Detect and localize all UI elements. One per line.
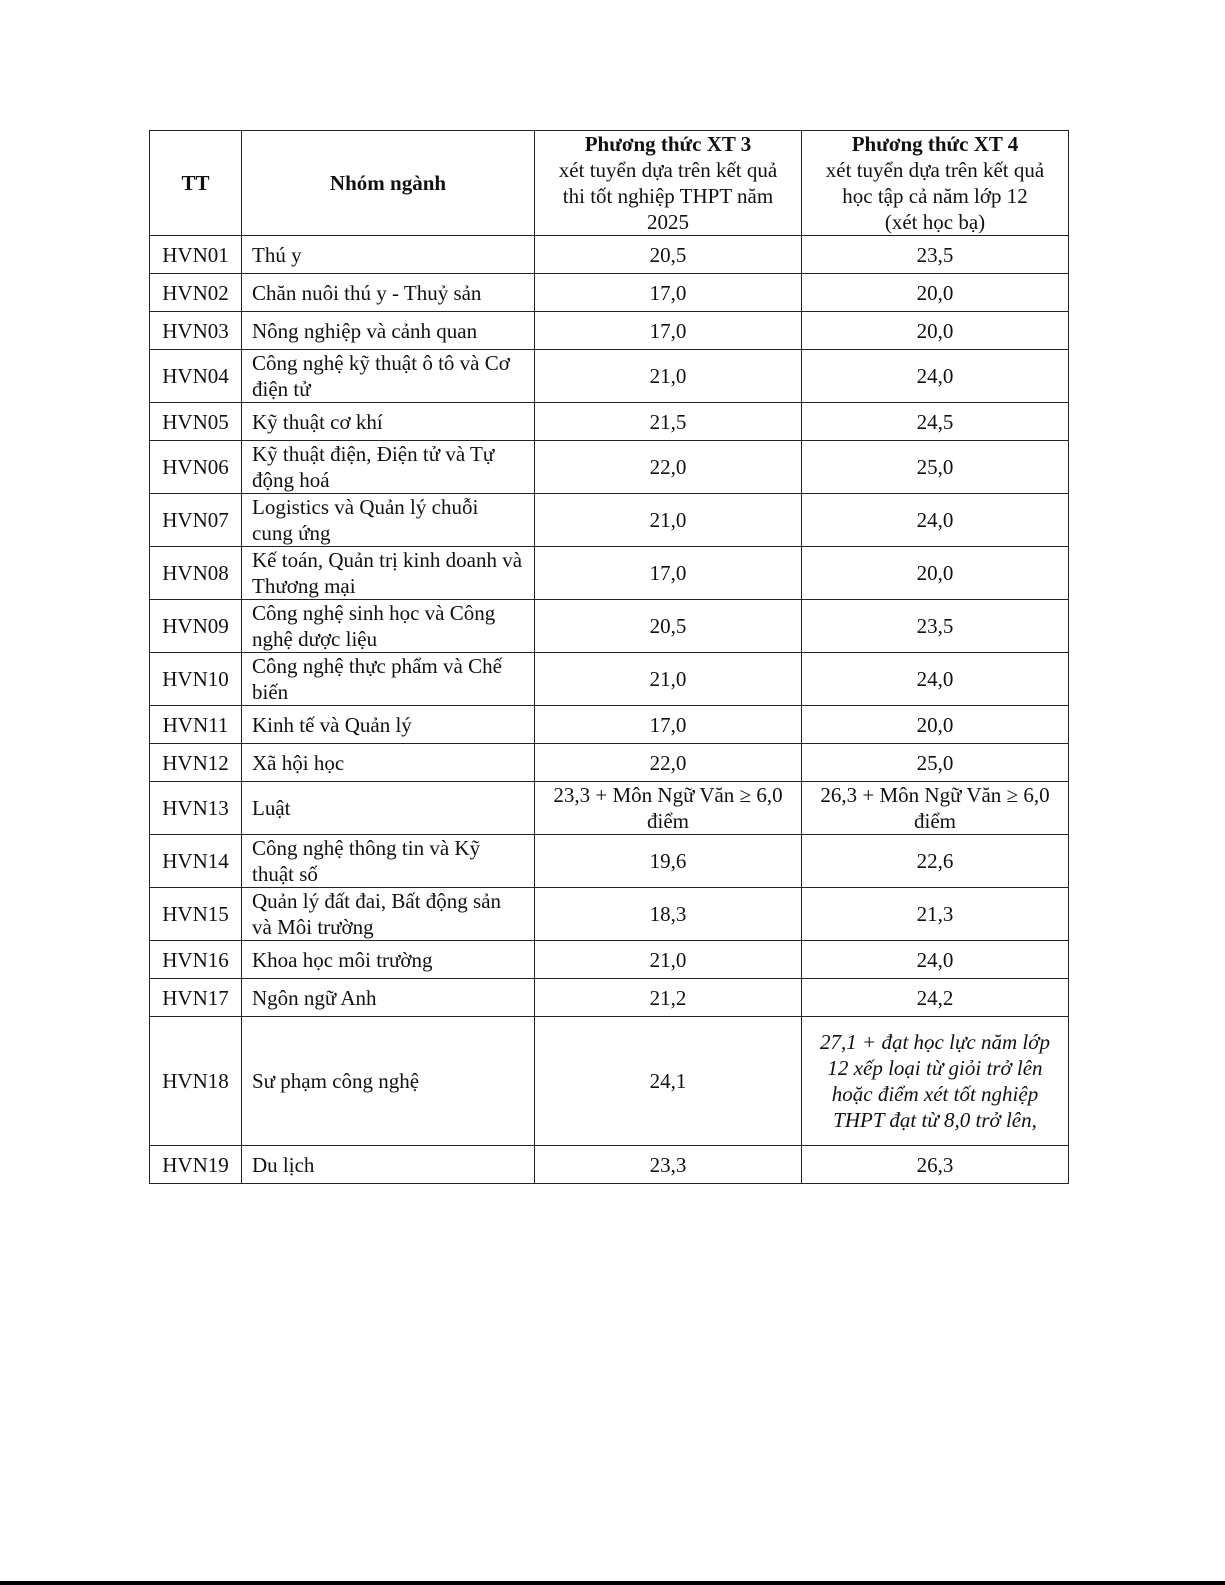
row-major-group: Logistics và Quản lý chuỗi cung ứng — [242, 494, 535, 547]
table-row — [150, 744, 1069, 782]
table-row — [150, 706, 1069, 744]
row-score-method-3: 17,0 — [535, 547, 802, 600]
header-tt: TT — [150, 131, 242, 236]
row-code: HVN12 — [150, 744, 242, 782]
row-code: HVN07 — [150, 494, 242, 547]
row-code: HVN03 — [150, 312, 242, 350]
row-score-method-4: 26,3 — [802, 1146, 1069, 1184]
table-row — [150, 312, 1069, 350]
table-row — [150, 494, 1069, 547]
row-major-group: Khoa học môi trường — [242, 941, 535, 979]
row-score-method-3: 17,0 — [535, 312, 802, 350]
row-score-method-3: 22,0 — [535, 744, 802, 782]
row-score-method-4: 24,0 — [802, 653, 1069, 706]
table-row — [150, 547, 1069, 600]
row-score-method-4: 22,6 — [802, 835, 1069, 888]
row-code: HVN01 — [150, 236, 242, 274]
row-score-method-4: 20,0 — [802, 706, 1069, 744]
row-major-group: Công nghệ thông tin và Kỹ thuật số — [242, 835, 535, 888]
row-code: HVN08 — [150, 547, 242, 600]
table-row — [150, 600, 1069, 653]
table-row — [150, 350, 1069, 403]
table-header-row — [150, 131, 1069, 236]
row-code: HVN05 — [150, 403, 242, 441]
row-score-method-4: 24,0 — [802, 494, 1069, 547]
table-row — [150, 941, 1069, 979]
row-major-group: Kỹ thuật cơ khí — [242, 403, 535, 441]
table-row — [150, 1017, 1069, 1146]
admission-score-table — [149, 130, 1069, 1184]
row-score-method-3: 22,0 — [535, 441, 802, 494]
row-score-method-3: 21,0 — [535, 653, 802, 706]
row-score-method-4: 27,1 + đạt học lực năm lớp 12 xếp loại từ giỏi trở lên hoặc điểm xét tốt nghiệp THPT đạt từ 8,0 trở lên, — [802, 1017, 1069, 1146]
row-score-method-3: 17,0 — [535, 274, 802, 312]
row-major-group: Công nghệ sinh học và Công nghệ dược liệu — [242, 600, 535, 653]
row-score-method-4: 20,0 — [802, 547, 1069, 600]
row-code: HVN17 — [150, 979, 242, 1017]
row-code: HVN06 — [150, 441, 242, 494]
row-score-method-4: 20,0 — [802, 274, 1069, 312]
row-score-method-3: 17,0 — [535, 706, 802, 744]
row-score-method-3: 18,3 — [535, 888, 802, 941]
row-score-method-3: 23,3 + Môn Ngữ Văn ≥ 6,0 điểm — [535, 782, 802, 835]
row-major-group: Ngôn ngữ Anh — [242, 979, 535, 1017]
table-row — [150, 782, 1069, 835]
row-score-method-4: 20,0 — [802, 312, 1069, 350]
row-major-group: Nông nghiệp và cảnh quan — [242, 312, 535, 350]
row-score-method-3: 20,5 — [535, 236, 802, 274]
table-row — [150, 403, 1069, 441]
table-row — [150, 979, 1069, 1017]
row-score-method-3: 21,0 — [535, 941, 802, 979]
row-score-method-4: 23,5 — [802, 600, 1069, 653]
row-score-method-4: 24,5 — [802, 403, 1069, 441]
row-major-group: Công nghệ kỹ thuật ô tô và Cơ điện tử — [242, 350, 535, 403]
table-row — [150, 274, 1069, 312]
table-row — [150, 1146, 1069, 1184]
row-major-group: Du lịch — [242, 1146, 535, 1184]
header-name: Nhóm ngành — [242, 131, 535, 236]
row-score-method-3: 19,6 — [535, 835, 802, 888]
row-major-group: Công nghệ thực phẩm và Chế biến — [242, 653, 535, 706]
row-code: HVN02 — [150, 274, 242, 312]
row-major-group: Sư phạm công nghệ — [242, 1017, 535, 1146]
table-row — [150, 653, 1069, 706]
table-row — [150, 236, 1069, 274]
row-score-method-3: 21,5 — [535, 403, 802, 441]
row-score-method-3: 20,5 — [535, 600, 802, 653]
row-code: HVN19 — [150, 1146, 242, 1184]
row-score-method-3: 23,3 — [535, 1146, 802, 1184]
row-code: HVN09 — [150, 600, 242, 653]
row-score-method-4: 25,0 — [802, 441, 1069, 494]
row-major-group: Kỹ thuật điện, Điện tử và Tự động hoá — [242, 441, 535, 494]
table-row — [150, 835, 1069, 888]
row-code: HVN04 — [150, 350, 242, 403]
row-major-group: Kinh tế và Quản lý — [242, 706, 535, 744]
page-bottom-border — [0, 1581, 1225, 1585]
row-score-method-4: 24,0 — [802, 350, 1069, 403]
row-score-method-4: 21,3 — [802, 888, 1069, 941]
header-method-3: Phương thức XT 3 xét tuyển dựa trên kết quả thi tốt nghiệp THPT năm 2025 — [535, 131, 802, 236]
row-code: HVN14 — [150, 835, 242, 888]
row-score-method-4: 24,0 — [802, 941, 1069, 979]
table-row — [150, 888, 1069, 941]
row-code: HVN10 — [150, 653, 242, 706]
row-code: HVN15 — [150, 888, 242, 941]
row-score-method-3: 21,2 — [535, 979, 802, 1017]
row-score-method-4: 26,3 + Môn Ngữ Văn ≥ 6,0 điểm — [802, 782, 1069, 835]
row-major-group: Quản lý đất đai, Bất động sản và Môi trường — [242, 888, 535, 941]
row-code: HVN11 — [150, 706, 242, 744]
row-major-group: Kế toán, Quản trị kinh doanh và Thương mại — [242, 547, 535, 600]
row-code: HVN13 — [150, 782, 242, 835]
table-row — [150, 441, 1069, 494]
row-major-group: Xã hội học — [242, 744, 535, 782]
row-score-method-4: 25,0 — [802, 744, 1069, 782]
row-major-group: Chăn nuôi thú y - Thuỷ sản — [242, 274, 535, 312]
row-code: HVN16 — [150, 941, 242, 979]
row-score-method-4: 24,2 — [802, 979, 1069, 1017]
header-method-4: Phương thức XT 4 xét tuyển dựa trên kết quả học tập cả năm lớp 12 (xét học bạ) — [802, 131, 1069, 236]
row-score-method-4: 23,5 — [802, 236, 1069, 274]
row-score-method-3: 24,1 — [535, 1017, 802, 1146]
row-score-method-3: 21,0 — [535, 350, 802, 403]
row-code: HVN18 — [150, 1017, 242, 1146]
row-major-group: Thú y — [242, 236, 535, 274]
row-major-group: Luật — [242, 782, 535, 835]
row-score-method-3: 21,0 — [535, 494, 802, 547]
